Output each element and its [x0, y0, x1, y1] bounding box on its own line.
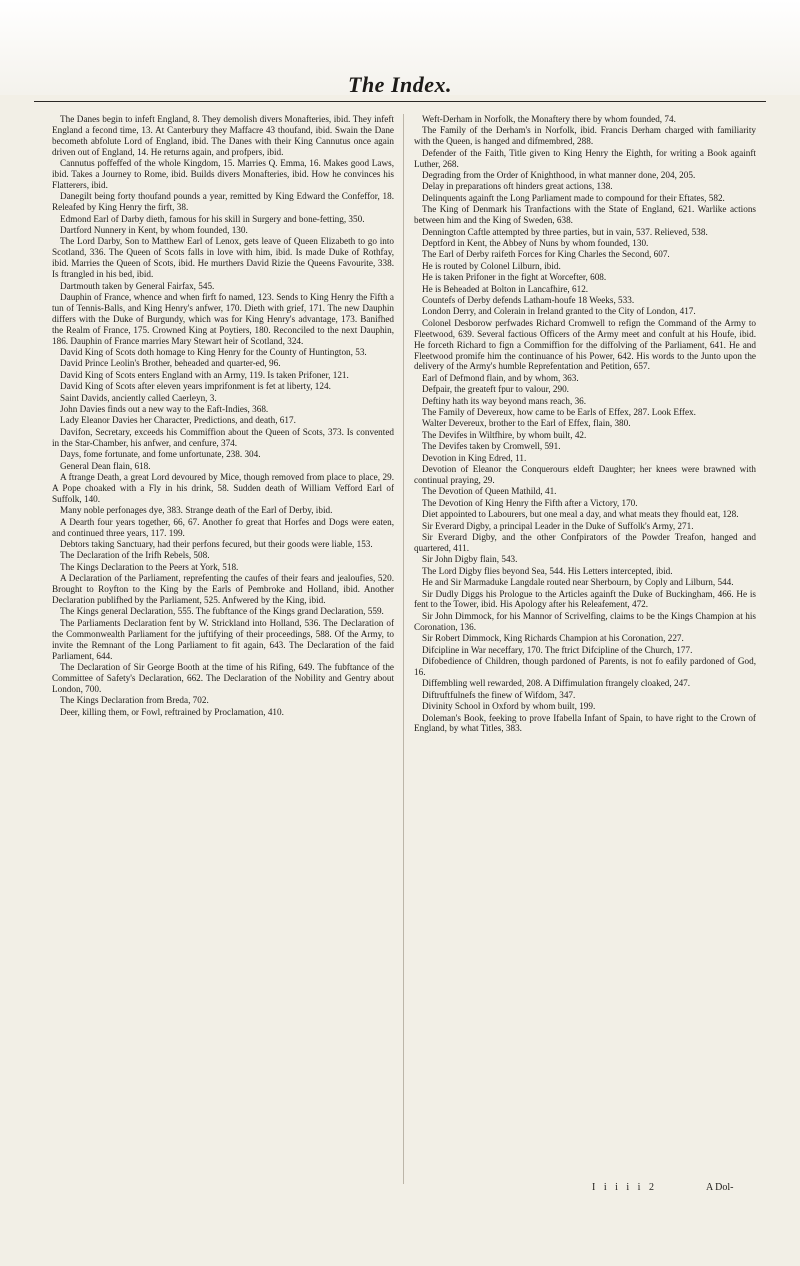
- index-entry: General Dean flain, 618.: [60, 460, 151, 471]
- index-entry: The Devotion of King Henry the Fifth after a Victory, 170.: [422, 497, 638, 508]
- index-entry: Difcipline in War neceffary, 170. The ftrict Difcipline of the Church, 177.: [422, 644, 693, 655]
- index-entry: A Dearth four years together, 66, 67. Another fo great that Horfes and Dogs were eaten, and continued three years, 117. 199.: [52, 516, 394, 538]
- index-entry: A Declaration of the Parliament, reprefenting the caufes of their fears and jealoufies, 520. Brought to Royfton to the King by the Earls of Pembroke and Holland, ibid. Another Declaration publifhed by the Parliament, 525. Anfwered by the King, ibid.: [52, 573, 394, 605]
- index-entry: John Davies finds out a new way to the Eaft-Indies, 368.: [60, 404, 269, 415]
- index-entry: London Derry, and Colerain in Ireland granted to the City of London, 417.: [422, 306, 696, 317]
- index-entry: He is taken Prifoner in the fight at Worcefter, 608.: [422, 272, 607, 283]
- index-entry: Cannutus poffeffed of the whole Kingdom, 15. Marries Q. Emma, 16. Makes good Laws, ibid. Takes a Journey to Rome, ibid. Builds divers Monafteries, ibid. How he convinces his Flatterers, ibid.: [52, 158, 394, 190]
- index-entry: A ftrange Death, a great Lord devoured by Mice, though removed from place to place, 29. A Pope choaked with a Fly in his drink, 58. Sudden death of William Vefford Earl of Suffolk, 140.: [52, 472, 394, 504]
- index-entry: Diffembling well rewarded, 208. A Diffimulation ftrangely cloaked, 247.: [422, 678, 691, 689]
- index-entry: The Family of Devereux, how came to be Earls of Effex, 287. Look Effex.: [422, 407, 696, 418]
- index-entry: Saint Davids, anciently called Caerleyn, 3.: [60, 392, 217, 403]
- index-entry: The Earl of Derby raifeth Forces for King Charles the Second, 607.: [422, 249, 670, 260]
- index-entry: David Prince Leolin's Brother, beheaded and quarter-ed, 96.: [60, 358, 281, 369]
- catchword: A Dol-: [706, 1182, 734, 1193]
- index-entry: The Kings Declaration from Breda, 702.: [60, 695, 209, 706]
- index-entry: He and Sir Marmaduke Langdale routed near Sherbourn, by Coply and Lilburn, 544.: [422, 577, 734, 588]
- index-entry: The Danes begin to infeft England, 8. They demolish divers Monafteries, ibid. They infeft England a fecond time, 13. At Canterbury they Maffacre 43 thoufand, ibid. Swain the Dane becometh abfolute Lord of England, ibid. The Danes with their King Cannutus once again driven out of England, 14. He returns again, and profpers, ibid.: [52, 114, 394, 157]
- index-entry: Danegilt being forty thoufand pounds a year, remitted by King Edward the Confeffor, 18. Releafed by King Henry the firft, 38.: [52, 191, 394, 213]
- index-entry: Dennington Caftle attempted by three parties, but in vain, 537. Relieved, 538.: [422, 226, 708, 237]
- index-entry: Dartmouth taken by General Fairfax, 545.: [60, 280, 215, 291]
- index-entry: The Declaration of the Irifh Rebels, 508.: [60, 550, 210, 561]
- index-entry: Sir Everard Digby, a principal Leader in the Duke of Suffolk's Army, 271.: [422, 520, 694, 531]
- index-entry: Debtors taking Sanctuary, had their perfons fecured, but their goods were liable, 153.: [60, 538, 373, 549]
- column-divider: [403, 114, 404, 1184]
- index-entry: Delinquents againft the Long Parliament made to compound for their Eftates, 582.: [422, 192, 725, 203]
- index-entry: Countefs of Derby defends Latham-houfe 18 Weeks, 533.: [422, 295, 635, 305]
- index-entry: The Lord Darby, Son to Matthew Earl of Lenox, gets leave of Queen Elizabeth to go into Scotland, 336. The Queen of Scots falls in love with him, ibid. Is made Duke of Rothfay, ibid. Marries the Queen of Scots, ibid. He murthers David Rizie the Queens Favourite, 338. Is ftrangled in his bed, ibid.: [52, 236, 394, 280]
- index-entry: Davifon, Secretary, exceeds his Commiffion about the Queen of Scots, 373. Is convented in the Star-Chamber, his anfwer, and cenfure, 374.: [52, 426, 394, 448]
- index-entry: David King of Scots enters England with an Army, 119. Is taken Prifoner, 121.: [60, 369, 349, 380]
- index-entry: Lady Eleanor Davies her Character, Predictions, and death, 617.: [60, 415, 296, 426]
- index-columns: [52, 114, 756, 1194]
- index-entry: Diet appointed to Labourers, but one meal a day, and what meats they fhould eat, 128.: [422, 509, 739, 520]
- index-entry: David King of Scots after eleven years imprifonment is fet at liberty, 124.: [60, 381, 331, 392]
- right-column: [414, 114, 756, 1194]
- index-entry: Doleman's Book, feeking to prove Ifabella Infant of Spain, to have right to the Crown of England, by what Titles, 383.: [414, 712, 756, 734]
- index-entry: The Lord Digby flies beyond Sea, 544. His Letters intercepted, ibid.: [422, 565, 673, 576]
- index-entry: The Devifes taken by Cromwell, 591.: [422, 441, 561, 452]
- index-entry: Sir Dudly Diggs his Prologue to the Articles againft the Duke of Buckingham, 466. He is fent to the Tower, ibid. His Apology after his Releafement, 472.: [414, 588, 756, 610]
- index-entry: The Family of the Derham's in Norfolk, ibid. Francis Derham charged with familiarity with the Queen, is hanged and difmembred, 288.: [414, 125, 756, 147]
- index-entry: Many noble perfonages dye, 383. Strange death of the Earl of Derby, ibid.: [60, 505, 333, 516]
- index-entry: Deer, killing them, or Fowl, reftrained by Proclamation, 410.: [60, 706, 284, 717]
- index-entry: Walter Devereux, brother to the Earl of Effex, flain, 380.: [422, 418, 631, 429]
- header-rule: [34, 101, 766, 102]
- index-entry: Divinity School in Oxford by whom built, 199.: [422, 701, 596, 712]
- index-entry: Devotion in King Edred, 11.: [422, 452, 527, 463]
- page-header: [30, 72, 770, 102]
- page-footer: [0, 1182, 800, 1202]
- index-entry: The Kings Declaration to the Peers at York, 518.: [60, 561, 239, 572]
- index-entry: Defpair, the greateft fpur to valour, 290.: [422, 384, 569, 395]
- index-entry: The Parliaments Declaration fent by W. Strickland into Holland, 536. The Declaration of the Commonwealth Parliament for the juftifying of their proceedings, 588. Of the Army, to invite the Remnant of the Long Parliament to fit again, 643. The Declaration of the faid Parliament, 644.: [52, 617, 394, 661]
- index-entry: Deptford in Kent, the Abbey of Nuns by whom founded, 130.: [422, 237, 649, 248]
- page-title: The Index.: [348, 72, 452, 97]
- index-entry: David King of Scots doth homage to King Henry for the County of Huntington, 53.: [60, 347, 367, 358]
- index-entry: Defender of the Faith, Title given to King Henry the Eighth, for writing a Book againft Luther, 268.: [414, 147, 756, 169]
- index-entry: Devotion of Eleanor the Conquerours eldeft Daughter; her knees were brawned with continual praying, 29.: [414, 464, 756, 485]
- index-entry: The Devifes in Wiltfhire, by whom built, 42.: [422, 429, 587, 440]
- index-entry: Degrading from the Order of Knighthood, in what manner done, 204, 205.: [422, 170, 696, 181]
- index-entry: Sir John Dimmock, for his Mannor of Scrivelfing, claims to be the Kings Champion at his Coronation, 136.: [414, 610, 756, 632]
- index-entry: The Kings general Declaration, 555. The fubftance of the Kings grand Declaration, 559.: [60, 606, 384, 617]
- index-entry: He is Beheaded at Bolton in Lancafhire, 612.: [422, 283, 589, 294]
- index-entry: Dauphin of France, whence and when firft fo named, 123. Sends to King Henry the Fifth a tun of Tennis-Balls, and King Henry's anfwer, 170. Dieth with grief, 171. The new Dauphin differs with the Duke of Burgundy, which was for King Henry's advantage, 173. Banifhed the Realm of France, 175. Crowned King at Poytiers, 180. Reconciled to the next Dauphin, 186. Dauphin of France marries Mary Stewart heir of Scotland, 324.: [52, 292, 394, 346]
- index-entry: Weft-Derham in Norfolk, the Monaftery there by whom founded, 74.: [422, 114, 676, 124]
- index-entry: Days, fome fortunate, and fome unfortunate, 238. 304.: [60, 449, 261, 460]
- left-column: [52, 114, 394, 1194]
- index-entry: The King of Denmark his Tranfactions with the State of England, 621. Warlike actions between him and the King of Sweden, 638.: [414, 204, 756, 226]
- index-entry: Sir Everard Digby, and the other Confpirators of the Powder Treafon, hanged and quartered, 411.: [414, 532, 756, 553]
- index-entry: He is routed by Colonel Lilburn, ibid.: [422, 260, 561, 271]
- index-entry: The Declaration of Sir George Booth at the time of his Rifing, 649. The fubftance of the Committee of Safety's Declaration, 662. The Declaration of the Nobility and Gentry about London, 700.: [52, 661, 394, 694]
- index-entry: Dartford Nunnery in Kent, by whom founded, 130.: [60, 225, 248, 236]
- index-entry: Deftiny hath its way beyond mans reach, 36.: [422, 395, 587, 406]
- index-entry: Edmond Earl of Darby dieth, famous for his skill in Surgery and bone-fetting, 350.: [60, 213, 365, 224]
- index-entry: Colonel Desborow perfwades Richard Cromwell to refign the Command of the Army to Fleetwood, 639. Several factious Officers of the Army meet and confult at his Houfe, ibid. He forceth Richard to fign a Commiffion for the diffolving of the Parliament, 641. He and Fleetwood promife him the continuance of his Power, 642. His words to the Junto upon the delivery of the Army's humble Reprefentation and Petition, 657.: [414, 317, 756, 372]
- index-entry: Diftruftfulnefs the finew of Wifdom, 347.: [422, 689, 576, 700]
- index-entry: Earl of Defmond flain, and by whom, 363.: [422, 372, 579, 383]
- index-entry: Delay in preparations oft hinders great actions, 138.: [422, 181, 613, 192]
- signature-mark: I i i i i 2: [592, 1182, 657, 1193]
- index-entry: The Devotion of Queen Mathild, 41.: [422, 486, 557, 497]
- index-entry: Sir Robert Dimmock, King Richards Champion at his Coronation, 227.: [422, 633, 684, 644]
- index-entry: Difobedience of Children, though pardoned of Parents, is not fo eafily pardoned of God, 16.: [414, 656, 756, 677]
- index-entry: Sir John Digby flain, 543.: [422, 554, 518, 565]
